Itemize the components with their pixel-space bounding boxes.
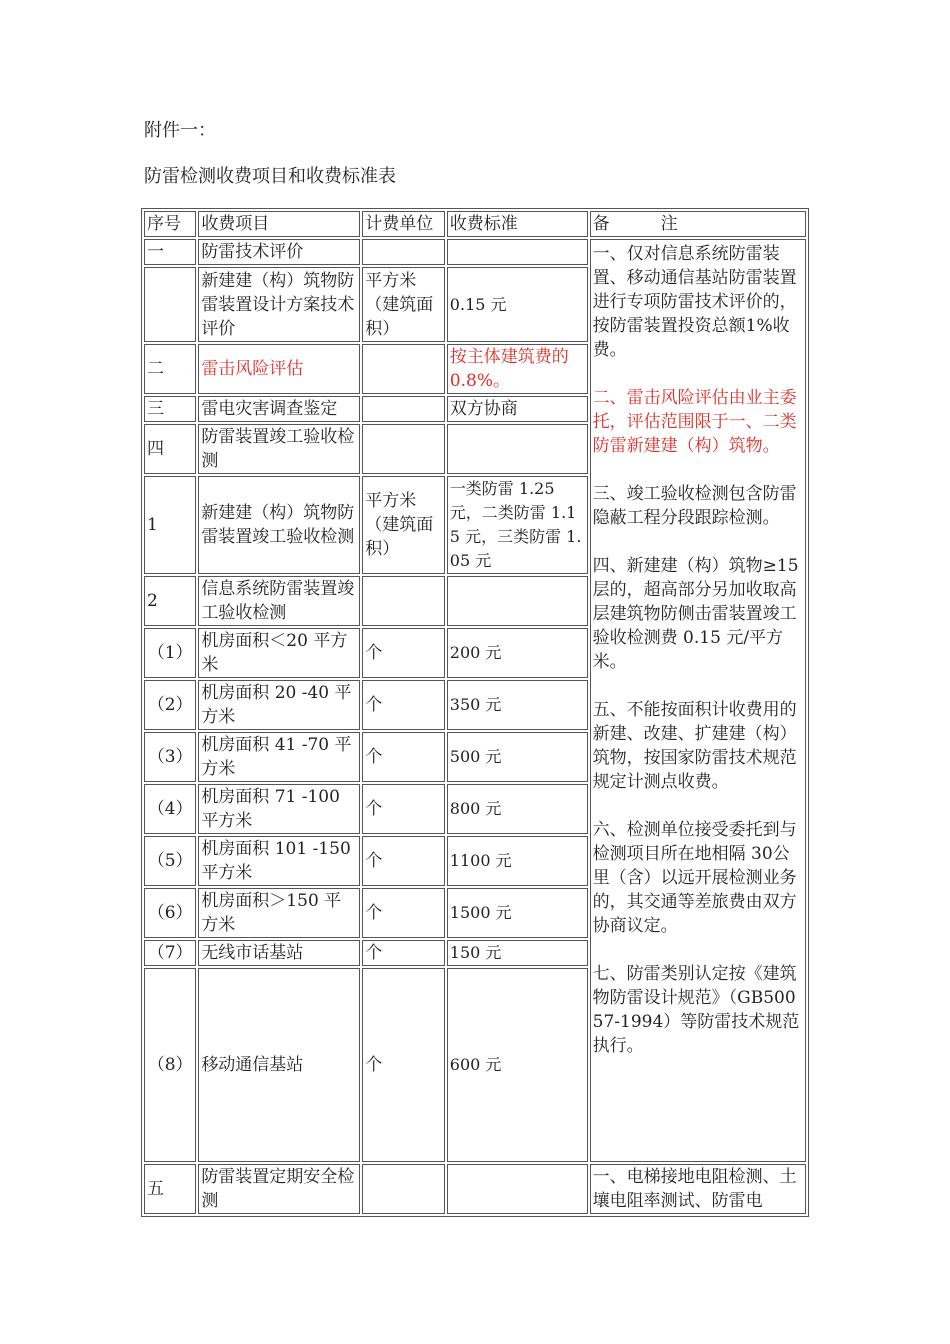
row-seq: （2） bbox=[144, 680, 196, 730]
row-standard: 按主体建筑费的 0.8%。 bbox=[447, 344, 588, 394]
row-seq: （4） bbox=[144, 784, 196, 834]
row-item: 机房面积 41 -70 平方米 bbox=[198, 732, 360, 782]
row-seq bbox=[144, 267, 196, 342]
row-unit: 平方米（建筑面积） bbox=[362, 476, 445, 574]
row-item: 无线市话基站 bbox=[198, 940, 360, 966]
row-item: 新建建（构）筑物防雷装置竣工验收检测 bbox=[198, 476, 360, 574]
remark-2: 二、雷击风险评估由业主委托，评估范围限于一、二类防雷新建建（构）筑物。 bbox=[592, 388, 797, 456]
header-remarks: 备 注 bbox=[590, 211, 806, 237]
row-seq: （5） bbox=[144, 836, 196, 886]
row-seq: （3） bbox=[144, 732, 196, 782]
row-item: 防雷装置竣工验收检测 bbox=[198, 424, 360, 474]
row-standard: 500 元 bbox=[447, 732, 588, 782]
remark-3: 三、竣工验收检测包含防雷隐蔽工程分段跟踪检测。 bbox=[592, 484, 797, 528]
document-title: 防雷检测收费项目和收费标准表 bbox=[144, 166, 396, 187]
row-unit: 个 bbox=[362, 732, 445, 782]
row-standard: 一类防雷 1.25 元，二类防雷 1.15 元，三类防雷 1.05 元 bbox=[447, 476, 588, 574]
row-item: 新建建（构）筑物防雷装置设计方案技术评价 bbox=[198, 267, 360, 342]
row-item: 机房面积 101 -150 平方米 bbox=[198, 836, 360, 886]
row-unit bbox=[362, 576, 445, 626]
row-standard: 200 元 bbox=[447, 628, 588, 678]
row-item: 雷击风险评估 bbox=[198, 344, 360, 394]
row-seq: （7） bbox=[144, 940, 196, 966]
table-row bbox=[144, 1164, 806, 1214]
row-unit: 个 bbox=[362, 628, 445, 678]
row-seq: 一 bbox=[144, 239, 196, 265]
table-row bbox=[144, 239, 806, 265]
row-item: 机房面积 71 -100 平方米 bbox=[198, 784, 360, 834]
row-unit: 个 bbox=[362, 680, 445, 730]
row-item: 机房面积 20 -40 平方米 bbox=[198, 680, 360, 730]
remarks-section5: 一、电梯接地电阻检测、土壤电阻率测试、防雷电 bbox=[590, 1164, 806, 1214]
row-item: 信息系统防雷装置竣工验收检测 bbox=[198, 576, 360, 626]
remark-6: 六、检测单位接受委托到与检测项目所在地相隔 30公里（含）以远开展检测业务的，其交通等差旅费由双方协商议定。 bbox=[592, 820, 797, 936]
row-item: 防雷装置定期安全检测 bbox=[198, 1164, 360, 1214]
row-unit bbox=[362, 344, 445, 394]
row-seq: （6） bbox=[144, 888, 196, 938]
row-standard bbox=[447, 576, 588, 626]
row-standard: 350 元 bbox=[447, 680, 588, 730]
fee-table bbox=[141, 208, 809, 1217]
row-standard: 600 元 bbox=[447, 968, 588, 1162]
row-unit: 个 bbox=[362, 836, 445, 886]
row-unit: 个 bbox=[362, 940, 445, 966]
row-standard: 800 元 bbox=[447, 784, 588, 834]
row-item: 机房面积＞150 平方米 bbox=[198, 888, 360, 938]
row-standard bbox=[447, 424, 588, 474]
row-item: 雷电灾害调查鉴定 bbox=[198, 396, 360, 422]
table-header-row bbox=[144, 211, 806, 237]
row-unit bbox=[362, 396, 445, 422]
remarks-cell bbox=[590, 239, 806, 1162]
row-standard: 双方协商 bbox=[447, 396, 588, 422]
row-standard: 1100 元 bbox=[447, 836, 588, 886]
row-standard: 150 元 bbox=[447, 940, 588, 966]
row-unit bbox=[362, 239, 445, 265]
header-standard: 收费标准 bbox=[447, 211, 588, 237]
row-standard: 1500 元 bbox=[447, 888, 588, 938]
row-seq: 2 bbox=[144, 576, 196, 626]
row-seq: 五 bbox=[144, 1164, 196, 1214]
remark-7: 七、防雷类别认定按《建筑物防雷设计规范》（GB50057-1994）等防雷技术规范执行。 bbox=[592, 964, 800, 1056]
header-seq: 序号 bbox=[144, 211, 196, 237]
remark-4: 四、新建建（构）筑物≥15层的，超高部分另加收取高层建筑物防侧击雷装置竣工验收检测费 0.15 元/平方米。 bbox=[592, 556, 799, 672]
row-seq: （1） bbox=[144, 628, 196, 678]
row-standard bbox=[447, 1164, 588, 1214]
remark-1: 一、仅对信息系统防雷装置、移动通信基站防雷装置进行专项防雷技术评价的，按防雷装置投资总额1%收费。 bbox=[592, 244, 797, 360]
attachment-label: 附件一： bbox=[144, 120, 216, 141]
row-seq: 1 bbox=[144, 476, 196, 574]
header-item: 收费项目 bbox=[198, 211, 360, 237]
row-item: 防雷技术评价 bbox=[198, 239, 360, 265]
row-seq: 三 bbox=[144, 396, 196, 422]
row-item: 机房面积＜20 平方米 bbox=[198, 628, 360, 678]
row-seq: （8） bbox=[144, 968, 196, 1162]
row-unit: 个 bbox=[362, 784, 445, 834]
remark-5: 五、不能按面积计收费用的新建、改建、扩建建（构）筑物，按国家防雷技术规范规定计测点收费。 bbox=[592, 700, 797, 792]
row-unit: 个 bbox=[362, 888, 445, 938]
header-unit: 计费单位 bbox=[362, 211, 445, 237]
row-item: 移动通信基站 bbox=[198, 968, 360, 1162]
row-unit bbox=[362, 424, 445, 474]
row-standard bbox=[447, 239, 588, 265]
row-seq: 二 bbox=[144, 344, 196, 394]
row-seq: 四 bbox=[144, 424, 196, 474]
row-unit: 个 bbox=[362, 968, 445, 1162]
row-standard: 0.15 元 bbox=[447, 267, 588, 342]
row-unit bbox=[362, 1164, 445, 1214]
row-unit: 平方米（建筑面积） bbox=[362, 267, 445, 342]
